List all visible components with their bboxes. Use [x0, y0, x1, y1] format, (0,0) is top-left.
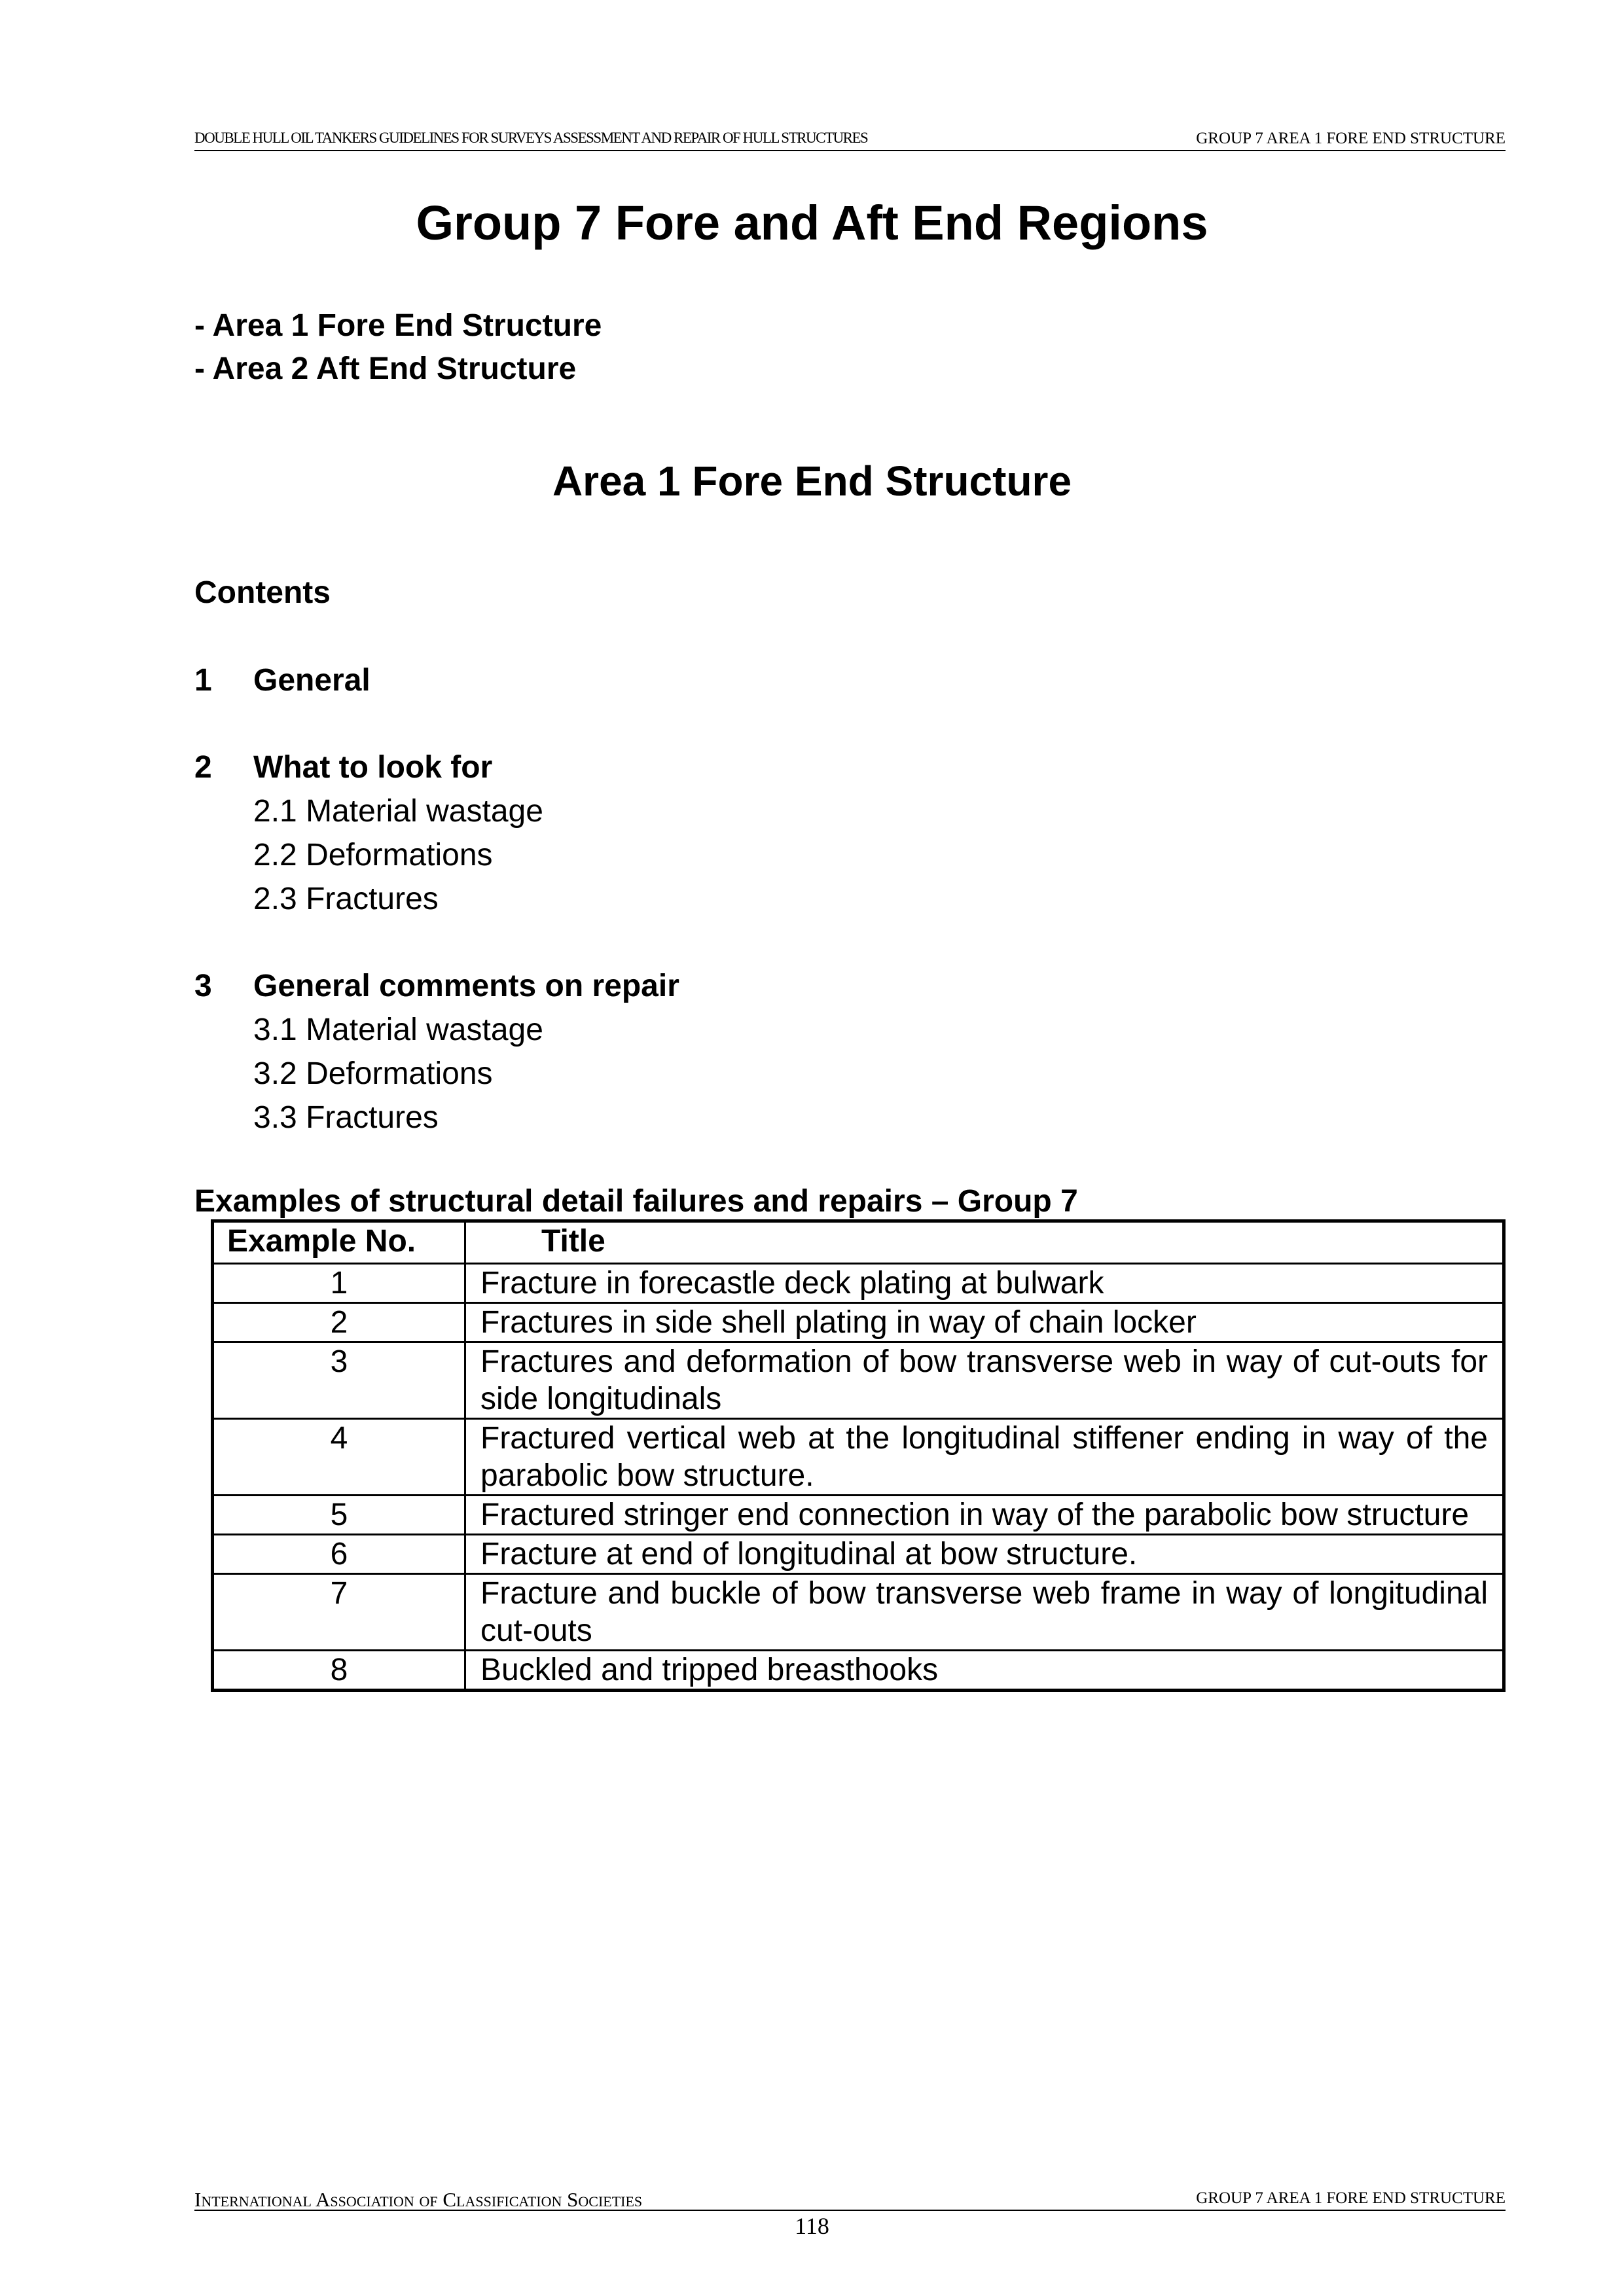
column-header-example-no: Example No.: [213, 1221, 465, 1264]
area-list-item-1: - Area 1 Fore End Structure: [194, 308, 602, 343]
running-footer-right: GROUP 7 AREA 1 FORE END STRUCTURE: [1196, 2189, 1506, 2207]
example-title: Fracture and buckle of bow transverse web frame in way of longitudinal cut-outs: [465, 1574, 1504, 1651]
section-title: Area 1 Fore End Structure: [552, 457, 1072, 505]
running-header-right: GROUP 7 AREA 1 FORE END STRUCTURE: [1196, 130, 1506, 147]
toc-subitem: 3.3 Fractures: [253, 1100, 439, 1135]
table-header-row: [213, 1221, 1504, 1264]
example-number: 3: [213, 1342, 465, 1419]
column-header-title: Title: [465, 1221, 1504, 1264]
toc-subitem: 2.1 Material wastage: [253, 794, 543, 829]
contents-heading: Contents: [194, 575, 331, 610]
table-row: [213, 1574, 1504, 1651]
example-number: 4: [213, 1419, 465, 1496]
toc-section-number: 3: [194, 969, 212, 1003]
toc-subitem: 3.1 Material wastage: [253, 1013, 543, 1047]
example-title: Fracture at end of longitudinal at bow structure.: [465, 1535, 1504, 1574]
running-footer-left: International Association of Classification Societies: [194, 2188, 643, 2211]
example-title: Buckled and tripped breasthooks: [465, 1651, 1504, 1691]
footer-rule: [194, 2210, 1506, 2211]
table-row: [213, 1303, 1504, 1342]
toc-section-title: What to look for: [253, 750, 493, 785]
example-number: 5: [213, 1496, 465, 1535]
toc-subitem: 2.3 Fractures: [253, 882, 439, 916]
table-row: [213, 1342, 1504, 1419]
table-row: [213, 1535, 1504, 1574]
toc-subitem: 3.2 Deformations: [253, 1056, 493, 1091]
area-list-item-2: - Area 2 Aft End Structure: [194, 351, 577, 386]
page-title: Group 7 Fore and Aft End Regions: [416, 196, 1208, 250]
page-number: 118: [795, 2213, 829, 2239]
toc-section-number: 2: [194, 750, 212, 785]
toc-subitem: 2.2 Deformations: [253, 838, 493, 872]
example-number: 1: [213, 1264, 465, 1303]
toc-section-number: 1: [194, 663, 212, 698]
example-title: Fracture in forecastle deck plating at bulwark: [465, 1264, 1504, 1303]
examples-table: [211, 1219, 1506, 1692]
example-title: Fractures in side shell plating in way of chain locker: [465, 1303, 1504, 1342]
example-title: Fractured stringer end connection in way of the parabolic bow structure: [465, 1496, 1504, 1535]
example-number: 7: [213, 1574, 465, 1651]
toc-section-title: General: [253, 663, 370, 698]
example-number: 6: [213, 1535, 465, 1574]
table-row: [213, 1651, 1504, 1691]
example-number: 2: [213, 1303, 465, 1342]
table-row: [213, 1419, 1504, 1496]
example-title: Fractured vertical web at the longitudinal stiffener ending in way of the parabolic bow structure.: [465, 1419, 1504, 1496]
example-number: 8: [213, 1651, 465, 1691]
table-row: [213, 1496, 1504, 1535]
table-caption: Examples of structural detail failures and repairs – Group 7: [194, 1184, 1078, 1219]
header-rule: [194, 150, 1506, 151]
running-header-left: DOUBLE HULL OIL TANKERS GUIDELINES FOR SURVEYS ASSESSMENT AND REPAIR OF HULL STRUCTURES: [194, 130, 868, 146]
table-row: [213, 1264, 1504, 1303]
toc-section-title: General comments on repair: [253, 969, 679, 1003]
example-title: Fractures and deformation of bow transverse web in way of cut-outs for side longitudinals: [465, 1342, 1504, 1419]
